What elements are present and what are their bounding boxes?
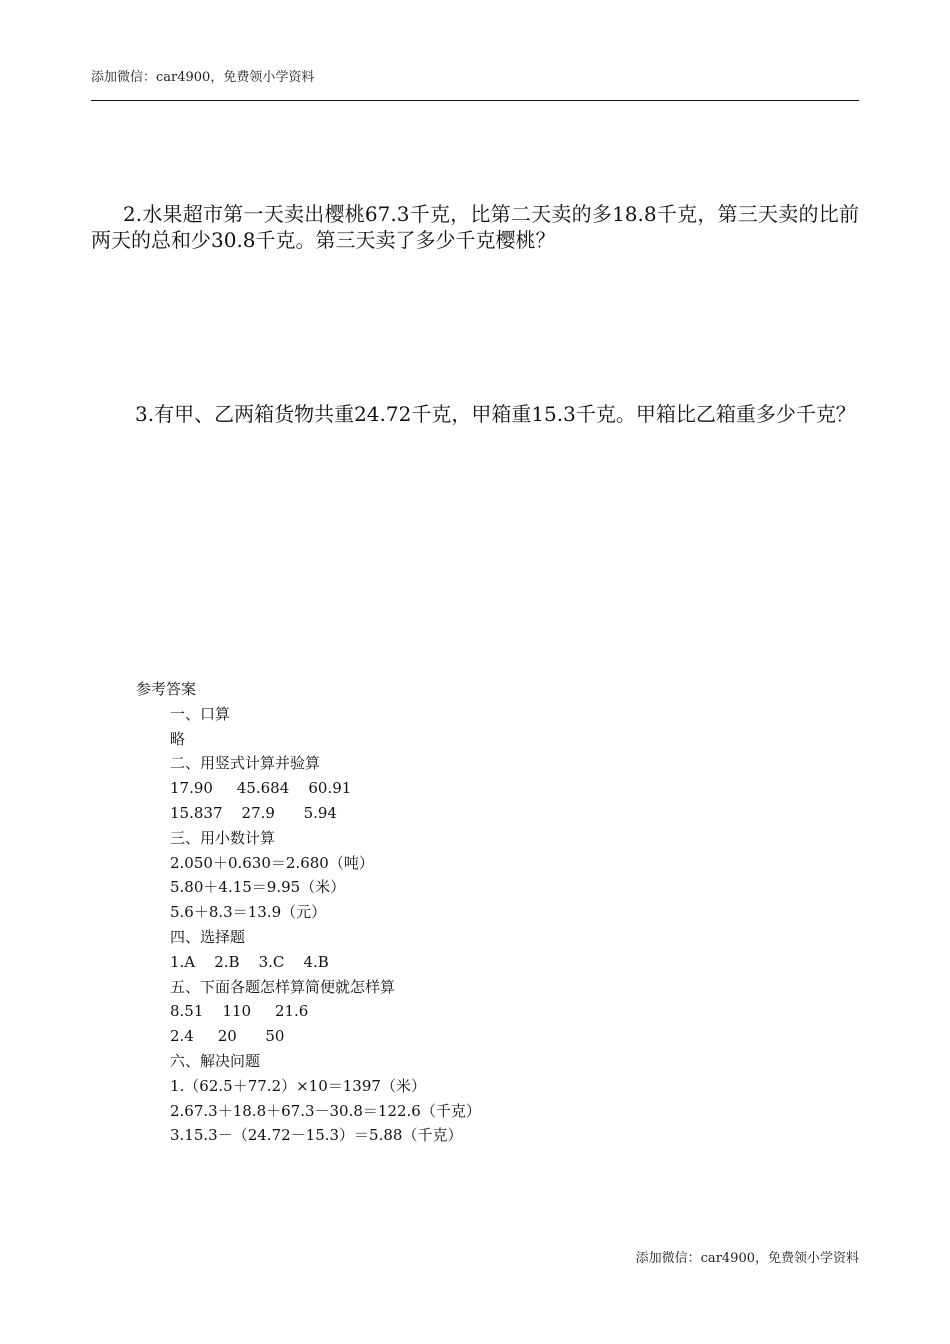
answer-line: 8.51 110 21.6: [170, 1002, 309, 1021]
answer-key-title: 参考答案: [136, 680, 197, 698]
answer-line: 略: [170, 729, 186, 748]
answer-key: [136, 677, 636, 1148]
answer-line: 三、用小数计算: [170, 828, 276, 847]
header-divider: [91, 100, 859, 101]
answer-line: 2.4 20 50: [170, 1027, 285, 1046]
answer-line: 17.90 45.684 60.91: [170, 779, 352, 798]
answer-line: 5.80＋4.15＝9.95（米）: [170, 878, 346, 897]
answer-line: 2.67.3＋18.8＋67.3－30.8＝122.6（千克）: [170, 1101, 481, 1120]
question-2: 2.水果超市第一天卖出樱桃67.3千克，比第二天卖的多18.8千克，第三天卖的比前两天的总和少30.8千克。第三天卖了多少千克樱桃？: [91, 202, 859, 252]
answer-line: 1.（62.5＋77.2）×10＝1397（米）: [170, 1076, 426, 1095]
answer-line: 2.050＋0.630＝2.680（吨）: [170, 853, 374, 872]
header-watermark-text: 添加微信：car4900，免费领小学资料: [91, 70, 315, 85]
answer-line: 六、解决问题: [170, 1051, 261, 1070]
footer-watermark-text: 添加微信：car4900，免费领小学资料: [635, 1251, 859, 1266]
answer-line: 五、下面各题怎样算简便就怎样算: [170, 977, 396, 996]
answer-line: 二、用竖式计算并验算: [170, 754, 321, 773]
answer-line: 3.15.3－（24.72－15.3）＝5.88（千克）: [170, 1126, 463, 1145]
question-3: 3.有甲、乙两箱货物共重24.72千克，甲箱重15.3千克。甲箱比乙箱重多少千克？: [135, 402, 856, 426]
answer-line: 5.6＋8.3＝13.9（元）: [170, 903, 327, 922]
answer-line: 一、口算: [170, 704, 231, 723]
answer-line: 1.A 2.B 3.C 4.B: [170, 952, 329, 971]
answer-line: 15.837 27.9 5.94: [170, 803, 337, 822]
answer-line: 四、选择题: [170, 927, 246, 946]
